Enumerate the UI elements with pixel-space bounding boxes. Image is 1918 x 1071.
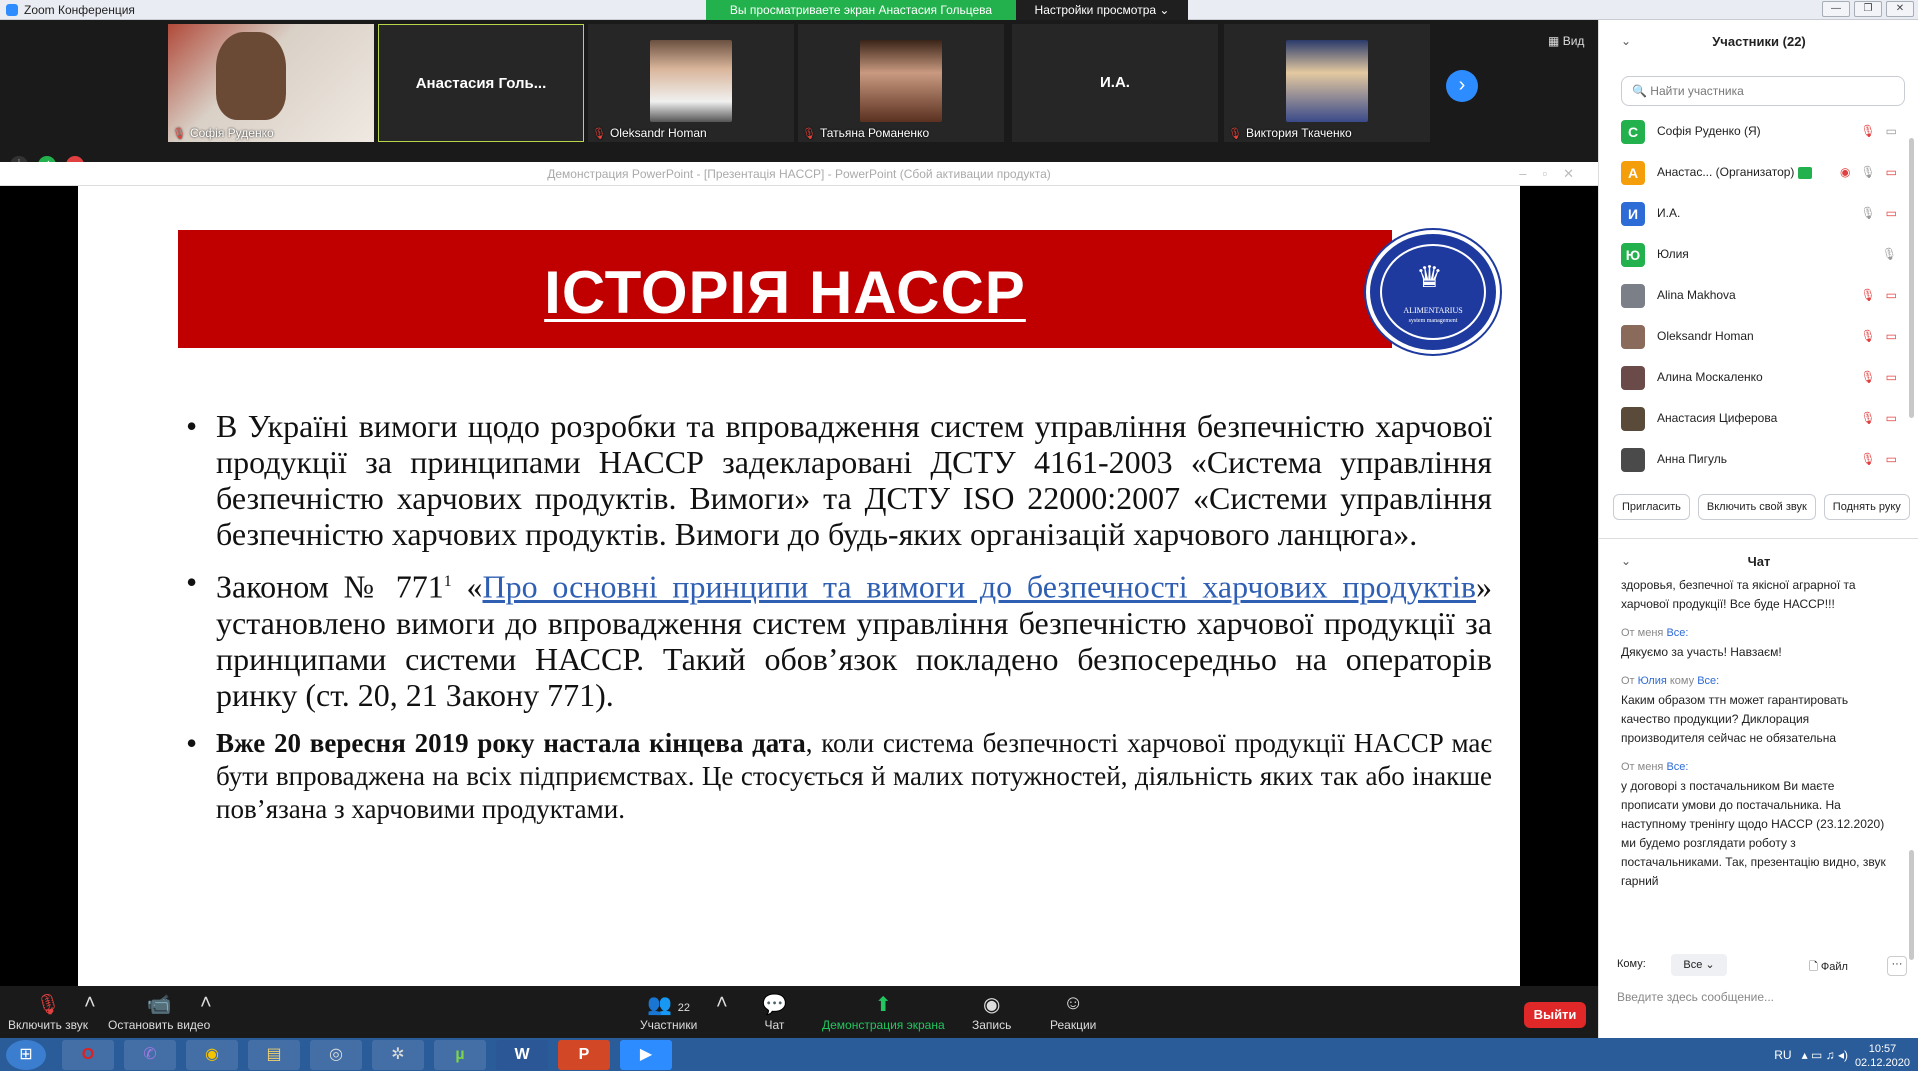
avatar bbox=[1621, 284, 1645, 308]
maximize-button[interactable]: ❐ bbox=[1854, 1, 1882, 17]
avatar bbox=[1621, 407, 1645, 431]
powerpoint-icon[interactable]: P bbox=[558, 1040, 610, 1070]
opera-icon[interactable]: O bbox=[62, 1040, 114, 1070]
chevron-down-icon: ⌄ bbox=[1705, 959, 1715, 971]
video-tile-name: 🎙 Татьяна Романенко bbox=[802, 126, 930, 140]
file-button[interactable]: 🗋 Файл bbox=[1809, 961, 1848, 973]
emoji-icon: ☺ bbox=[1062, 992, 1084, 1014]
video-tile[interactable] bbox=[798, 24, 1004, 142]
participant-name: Alina Makhova bbox=[1657, 288, 1736, 302]
mic-muted-icon: 🎙 bbox=[35, 994, 61, 1016]
participant-name: Анастасия Циферова bbox=[1657, 411, 1778, 425]
next-page-arrow-icon[interactable]: › bbox=[1446, 70, 1478, 102]
chat-message-meta: От меня Все: bbox=[1621, 761, 1689, 773]
participants-title: Участники (22) bbox=[1712, 34, 1806, 49]
share-screen-icon: ⬆ bbox=[874, 994, 892, 1016]
chat-message-text: Каким образом ттн может гарантировать качество продукции? Диклорация производителя сейчас не обязательна bbox=[1621, 693, 1849, 745]
viber-icon[interactable]: ✆ bbox=[124, 1040, 176, 1070]
app-title bbox=[6, 3, 135, 17]
participant-status-icons bbox=[1840, 165, 1897, 179]
view-button[interactable]: ▦ Вид bbox=[1548, 34, 1585, 48]
system-clock[interactable]: 10:57 02.12.2020 bbox=[1854, 1043, 1910, 1069]
chat-message-meta: От Юлия кому Все: bbox=[1621, 675, 1720, 687]
video-tile-name: 🎙 Oleksandr Homan bbox=[592, 126, 707, 140]
mic-icon: 🎙 bbox=[1860, 165, 1876, 179]
participant-name: И.А. bbox=[1657, 206, 1681, 220]
video-tile[interactable] bbox=[588, 24, 794, 142]
chat-button[interactable]: 💬 Чат bbox=[762, 994, 787, 1032]
camera-off-icon: ▭ bbox=[1885, 329, 1897, 343]
participant-name: Софія Руденко (Я) bbox=[1657, 124, 1761, 138]
word-icon[interactable]: W bbox=[496, 1040, 548, 1070]
participant-status-icons bbox=[1860, 329, 1897, 343]
participant-row[interactable] bbox=[1599, 317, 1918, 358]
chrome-icon[interactable]: ◉ bbox=[186, 1040, 238, 1070]
participant-row[interactable] bbox=[1599, 276, 1918, 317]
avatar bbox=[1621, 325, 1645, 349]
mic-muted-icon: 🎙 bbox=[1228, 127, 1242, 140]
participant-status-icons bbox=[1860, 206, 1897, 220]
avatar: Ю bbox=[1621, 243, 1645, 267]
avatar: С bbox=[1621, 120, 1645, 144]
recording-icon: ◉ bbox=[1839, 165, 1851, 179]
participant-status-icons bbox=[1860, 124, 1897, 138]
participant-row[interactable] bbox=[1599, 153, 1918, 194]
camera-off-icon: ▭ bbox=[1885, 206, 1897, 220]
video-tile-active-speaker[interactable] bbox=[378, 24, 584, 142]
chat-message-input[interactable]: Введите здесь сообщение... bbox=[1617, 990, 1775, 1004]
ppt-window-title: Демонстрация PowerPoint - [Презентація HACCP] - PowerPoint (Сбой активации продукта) bbox=[547, 167, 1051, 181]
zoom-taskbar-icon[interactable]: ▶ bbox=[620, 1040, 672, 1070]
network-app-icon[interactable]: ✲ bbox=[372, 1040, 424, 1070]
chat-messages bbox=[1621, 576, 1891, 958]
presentation-slide bbox=[78, 186, 1520, 986]
record-icon: ◉ bbox=[982, 994, 1001, 1016]
window-controls bbox=[1822, 1, 1914, 17]
mic-muted-icon: 🎙 bbox=[172, 127, 186, 140]
mic-muted-icon: 🎙 bbox=[1860, 452, 1876, 466]
avatar: И bbox=[1621, 202, 1645, 226]
participant-row[interactable] bbox=[1599, 440, 1918, 481]
video-tile[interactable] bbox=[1224, 24, 1430, 142]
stop-video-button[interactable]: 📹 Остановить видео bbox=[108, 994, 211, 1032]
participant-status-icons bbox=[1860, 288, 1897, 302]
participant-row[interactable] bbox=[1599, 399, 1918, 440]
video-options-caret[interactable] bbox=[200, 992, 212, 1018]
view-options-button[interactable]: Настройки просмотра ⌄ bbox=[1016, 0, 1188, 20]
start-button-windows-icon[interactable]: ⊞ bbox=[6, 1040, 46, 1070]
language-indicator[interactable]: RU bbox=[1774, 1048, 1792, 1062]
video-tile[interactable] bbox=[168, 24, 374, 142]
ppt-window-titlebar bbox=[0, 162, 1598, 186]
more-options-icon[interactable]: ··· bbox=[1887, 956, 1907, 976]
camera-off-icon: ▭ bbox=[1885, 370, 1897, 384]
participant-photo bbox=[1286, 40, 1368, 122]
record-button[interactable]: ◉ Запись bbox=[972, 994, 1012, 1032]
participant-row[interactable] bbox=[1599, 235, 1918, 276]
ppt-window-controls: –▫✕ bbox=[1519, 166, 1590, 181]
participant-search-input[interactable]: 🔍 Найти участника bbox=[1621, 76, 1905, 106]
camera-off-icon: ▭ bbox=[1885, 452, 1897, 466]
invite-button[interactable]: Пригласить bbox=[1613, 494, 1690, 520]
mic-icon: 🎙 bbox=[1881, 247, 1897, 261]
avatar bbox=[1621, 366, 1645, 390]
file-explorer-icon[interactable]: ▤ bbox=[248, 1040, 300, 1070]
slide-title: ІСТОРІЯ НАССР bbox=[544, 259, 1026, 326]
unmute-button[interactable]: 🎙 Включить звук bbox=[8, 994, 89, 1032]
windows-taskbar bbox=[0, 1038, 1918, 1071]
avatar bbox=[1621, 448, 1645, 472]
participant-status-icons bbox=[1882, 247, 1897, 261]
panel-divider bbox=[1599, 538, 1918, 539]
chat-title: Чат bbox=[1747, 554, 1771, 569]
mic-muted-icon: 🎙 bbox=[1860, 370, 1876, 384]
participants-button[interactable]: 👥 22 Участники bbox=[640, 994, 698, 1032]
reactions-button[interactable]: ☺ Реакции bbox=[1050, 992, 1097, 1032]
zoom-logo-icon bbox=[6, 4, 18, 16]
camera-off-icon: ▭ bbox=[1885, 165, 1897, 179]
chat-recipient-select[interactable]: Все ⌄ bbox=[1671, 954, 1727, 976]
side-panel bbox=[1598, 20, 1918, 1038]
participants-scrollbar[interactable] bbox=[1909, 138, 1914, 418]
close-button[interactable]: ✕ bbox=[1886, 1, 1914, 17]
chat-to-label: Кому: bbox=[1617, 958, 1646, 970]
mic-muted-icon: 🎙 bbox=[802, 127, 816, 140]
video-tile-name: 🎙 Софія Руденко bbox=[172, 126, 274, 140]
alimentarius-emblem-logo bbox=[1366, 230, 1500, 354]
share-banner: Вы просматриваете экран Анастасия Гольцева bbox=[706, 0, 1016, 20]
share-screen-button[interactable]: ⬆ Демонстрация экрана bbox=[822, 994, 945, 1032]
participant-status-icons bbox=[1860, 452, 1897, 466]
participant-photo bbox=[860, 40, 942, 122]
participant-status-icons bbox=[1860, 370, 1897, 384]
participant-name: Алина Москаленко bbox=[1657, 370, 1763, 384]
participant-name: Юлия bbox=[1657, 247, 1689, 261]
chat-message-text: Дякуємо за участь! Навзаєм! bbox=[1621, 645, 1782, 659]
slide-bullet-2 bbox=[186, 564, 1492, 713]
video-tile-center-name: И.А. bbox=[1100, 74, 1130, 91]
search-icon: 🔍 bbox=[1632, 84, 1647, 98]
chat-scrollbar[interactable] bbox=[1909, 850, 1914, 960]
participant-video bbox=[216, 32, 286, 120]
chat-message-text: у договорі з постачальником Ви маєте прописати умови до постачальника. На наступному тренінгу щодо НАССР (23.12.2020) ми будемо розглядати роботу з постачальниками. Так, презентацію видно, звук гарний bbox=[1621, 779, 1886, 888]
chevron-up-icon: ˄ bbox=[200, 992, 212, 1014]
participant-photo bbox=[650, 40, 732, 122]
chat-message-meta: От меня Все: bbox=[1621, 627, 1689, 639]
participants-list bbox=[1599, 112, 1918, 481]
audio-options-caret[interactable] bbox=[84, 992, 96, 1018]
minimize-button[interactable]: — bbox=[1822, 1, 1850, 17]
camera-off-icon: ▭ bbox=[1885, 411, 1897, 425]
participant-name: Oleksandr Homan bbox=[1657, 329, 1754, 343]
participant-name: Анна Пигуль bbox=[1657, 452, 1727, 466]
unmute-me-button[interactable]: Включить свой звук bbox=[1698, 494, 1816, 520]
collapse-participants-chevron-icon[interactable]: ⌄ bbox=[1621, 34, 1632, 48]
participants-actions bbox=[1613, 494, 1910, 520]
mic-muted-icon: 🎙 bbox=[1860, 288, 1876, 302]
mic-muted-icon: 🎙 bbox=[592, 127, 606, 140]
slide-bullet-1: • В Україні вимоги щодо розробки та впровадження систем управління безпечністю харчової продукції за принципами НАССР задекларовані ДСТУ 4161-2003 «Система управління безпечністю харчових продуктів. Вимоги» та ДСТУ ISO 22000:2007 «Системи управління безпечністю харчових продуктів. Вимоги до будь-яких організацій харчового ланцюга». bbox=[186, 408, 1492, 552]
participant-name: Анастас... (Организатор) bbox=[1657, 165, 1812, 179]
mic-icon: 🎙 bbox=[1860, 206, 1876, 220]
utorrent-icon[interactable]: µ bbox=[434, 1040, 486, 1070]
raise-hand-button[interactable]: Поднять руку bbox=[1824, 494, 1910, 520]
camera-icon: ▭ bbox=[1885, 124, 1897, 138]
system-tray: RU ▴ ▭ ♫ ◂) bbox=[1774, 1048, 1848, 1062]
bullet-2-text-rest: » установлено вимоги до впровадження систем управління безпечністю харчової продукції за принципами системи НАССР. Такий обов’язок покладено безпосередньо на операторів ринку (ст. 20, 21 Закону 771). bbox=[216, 568, 1493, 713]
camera-off-icon: ▭ bbox=[1885, 288, 1897, 302]
participant-row[interactable] bbox=[1599, 358, 1918, 399]
meeting-toolbar bbox=[0, 986, 1598, 1038]
footnote-marker: 1 bbox=[443, 573, 452, 590]
video-tile-name: 🎙 Виктория Ткаченко bbox=[1228, 126, 1352, 140]
bullet-3-bold: Вже 20 вересня 2019 року настала кінцева дата bbox=[216, 727, 806, 758]
chevron-up-icon: ˄ bbox=[84, 992, 96, 1014]
slide-bullets bbox=[186, 408, 1492, 826]
participant-row[interactable] bbox=[1599, 112, 1918, 153]
video-tile-center-name: Анастасия Голь... bbox=[415, 75, 547, 92]
participant-status-icons bbox=[1860, 411, 1897, 425]
app-title-text: Zoom Конференция bbox=[24, 3, 135, 17]
emblem-subtext: system management bbox=[1408, 318, 1458, 324]
law-link[interactable]: Про основні принципи та вимоги до безпечності харчових продуктів bbox=[482, 568, 1477, 605]
chat-message-text: здоровья, безпечної та якісної аграрної та харчової продукції! Все буде НАССР!!! bbox=[1621, 578, 1856, 611]
exit-meeting-button[interactable]: Выйти bbox=[1524, 1002, 1586, 1028]
crown-icon: ♛ bbox=[1416, 261, 1443, 294]
mic-muted-icon: 🎙 bbox=[1860, 124, 1876, 138]
video-strip bbox=[0, 20, 1598, 162]
file-icon: 🗋 bbox=[1809, 961, 1818, 973]
bullet-2-text: Законом № 771 bbox=[216, 568, 444, 605]
mic-muted-icon: 🎙 bbox=[1860, 329, 1876, 343]
slide-title-banner bbox=[178, 230, 1392, 348]
camera-icon: 📹 bbox=[146, 994, 172, 1016]
participants-icon: 👥 22 bbox=[647, 994, 691, 1016]
grid-icon: ▦ bbox=[1548, 34, 1560, 48]
emblem-text: ALIMENTARIUS bbox=[1403, 306, 1463, 315]
participant-row[interactable] bbox=[1599, 194, 1918, 235]
bullet-3-text: , коли система безпечності харчової продукції HACCP має бути впроваджена на всіх підприємствах. Це стосується й малих потужностей, діяльність яких так або інакше пов’язана з харчовими продуктами. bbox=[216, 727, 1492, 824]
chevron-up-icon: ˄ bbox=[716, 992, 728, 1014]
slide-bullet-3 bbox=[186, 727, 1492, 826]
participants-options-caret[interactable] bbox=[716, 992, 728, 1018]
avatar: А bbox=[1621, 161, 1645, 185]
bullet-2-quote-open: « bbox=[451, 568, 483, 605]
mic-muted-icon: 🎙 bbox=[1860, 411, 1876, 425]
sharing-badge-icon bbox=[1798, 167, 1812, 179]
media-player-icon[interactable]: ◎ bbox=[310, 1040, 362, 1070]
chat-recipient-row bbox=[1617, 958, 1907, 973]
collapse-chat-chevron-icon[interactable]: ⌄ bbox=[1621, 554, 1632, 568]
chat-icon: 💬 bbox=[762, 994, 787, 1016]
video-tile[interactable] bbox=[1012, 24, 1218, 142]
